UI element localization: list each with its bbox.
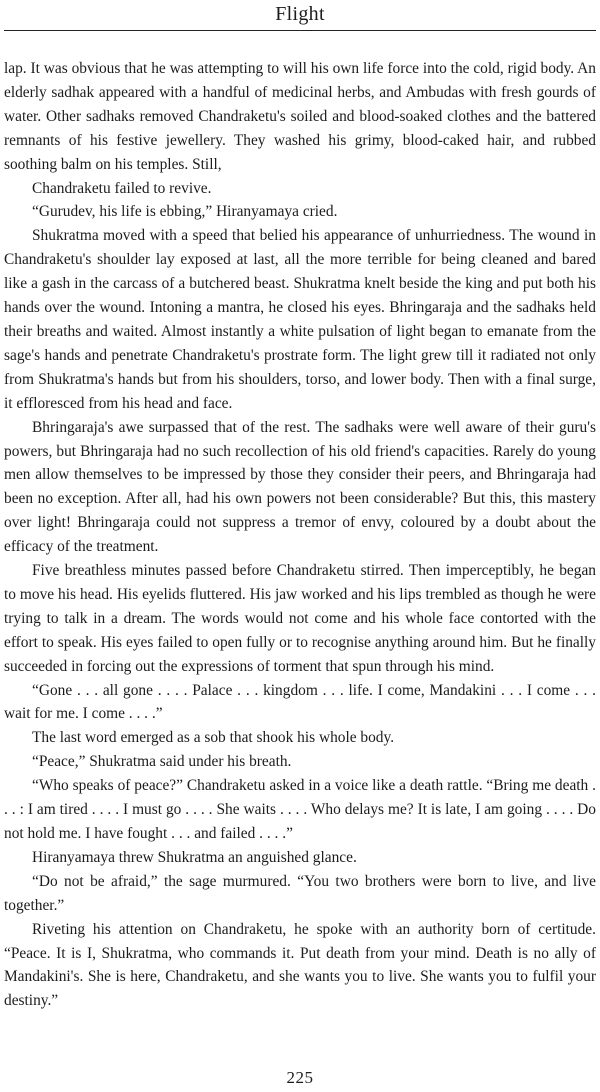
header-rule bbox=[4, 30, 596, 31]
paragraph: “Gone . . . all gone . . . . Palace . . . kingdom . . . life. I come, Mandakini . . . I come . . . wait for me. I come . . . .” bbox=[4, 681, 596, 723]
paragraph: lap. It was obvious that he was attempting to will his own life force into the cold, rigid body. An elderly sadhak appeared with a handful of medicinal herbs, and Ambudas with fresh gourds of water. Other sadhaks removed Chandraketu's soiled and blood-soaked clothes and the battered remnants of his festive jewellery. They washed his grimy, blood-caked hair, and rubbed soothing balm on his temples. Still, bbox=[4, 60, 596, 173]
paragraph: The last word emerged as a sob that shook his whole body. bbox=[32, 729, 395, 747]
paragraph: Bhringaraja's awe surpassed that of the rest. The sadhaks were well aware of their guru's powers, but Bhringaraja had no such recollection of his old friend's capacities. Rarely do young men allow themselves to be impressed by those they consider their peers, and Bhringaraja had been no exception. After all, had his own powers not been considerable? But this, this mastery over light! Bhringaraja could not suppress a tremor of envy, coloured by a doubt about the efficacy of the treatment. bbox=[4, 418, 596, 556]
paragraph: Five breathless minutes passed before Chandraketu stirred. Then imperceptibly, he began to move his head. His eyelids fluttered. His jaw worked and his lips trembled as though he were trying to talk in a dream. The words would not come and his whole face contorted with the effort to speak. His eyes failed to open fully or to recognise anything around him. But he finally succeeded in forcing out the expressions of torment that spun through his mind. bbox=[4, 562, 596, 675]
body-text bbox=[4, 57, 596, 1013]
paragraph: Shukratma moved with a speed that belied his appearance of unhurriedness. The wound in Chandraketu's shoulder lay exposed at last, all the more terrible for being cleaned and bared like a gash in the carcass of a butchered beast. Shukratma knelt beside the king and put both his hands over the wound. Intoning a mantra, he closed his eyes. Bhringaraja and the sadhaks held their breaths and waited. Almost instantly a white pulsation of light began to emanate from the sage's hands and penetrate Chandraketu's prostrate form. The light grew till it radiated not only from Shukratma's hands but from his shoulders, torso, and lower body. Then with a final surge, it effloresced from his head and face. bbox=[4, 227, 596, 412]
paragraph: Chandraketu failed to revive. bbox=[32, 179, 212, 197]
running-title: Flight bbox=[275, 3, 325, 25]
paragraph: “Peace,” Shukratma said under his breath. bbox=[32, 753, 292, 771]
paragraph: “Gurudev, his life is ebbing,” Hiranyamaya cried. bbox=[32, 203, 338, 221]
paragraph: “Do not be afraid,” the sage murmured. “You two brothers were born to live, and live together.” bbox=[4, 872, 596, 914]
page-number: 225 bbox=[286, 1068, 314, 1087]
paragraph: Hiranyamaya threw Shukratma an anguished glance. bbox=[32, 848, 357, 866]
paragraph: “Who speaks of peace?” Chandraketu asked in a voice like a death rattle. “Bring me death . . . : I am tired . . . . I must go . . . . She waits . . . . Who delays me? It is late, I am going . . . . Do not hold me. I have fought . . . and failed . . . .” bbox=[4, 777, 596, 842]
paragraph: Riveting his attention on Chandraketu, he spoke with an authority born of certitude. “Peace. It is I, Shukratma, who commands it. Put death from your mind. Death is no ally of Mandakini's. She is here, Chandraketu, and she wants you to live. She wants you to fulfil your destiny.” bbox=[4, 920, 596, 1010]
